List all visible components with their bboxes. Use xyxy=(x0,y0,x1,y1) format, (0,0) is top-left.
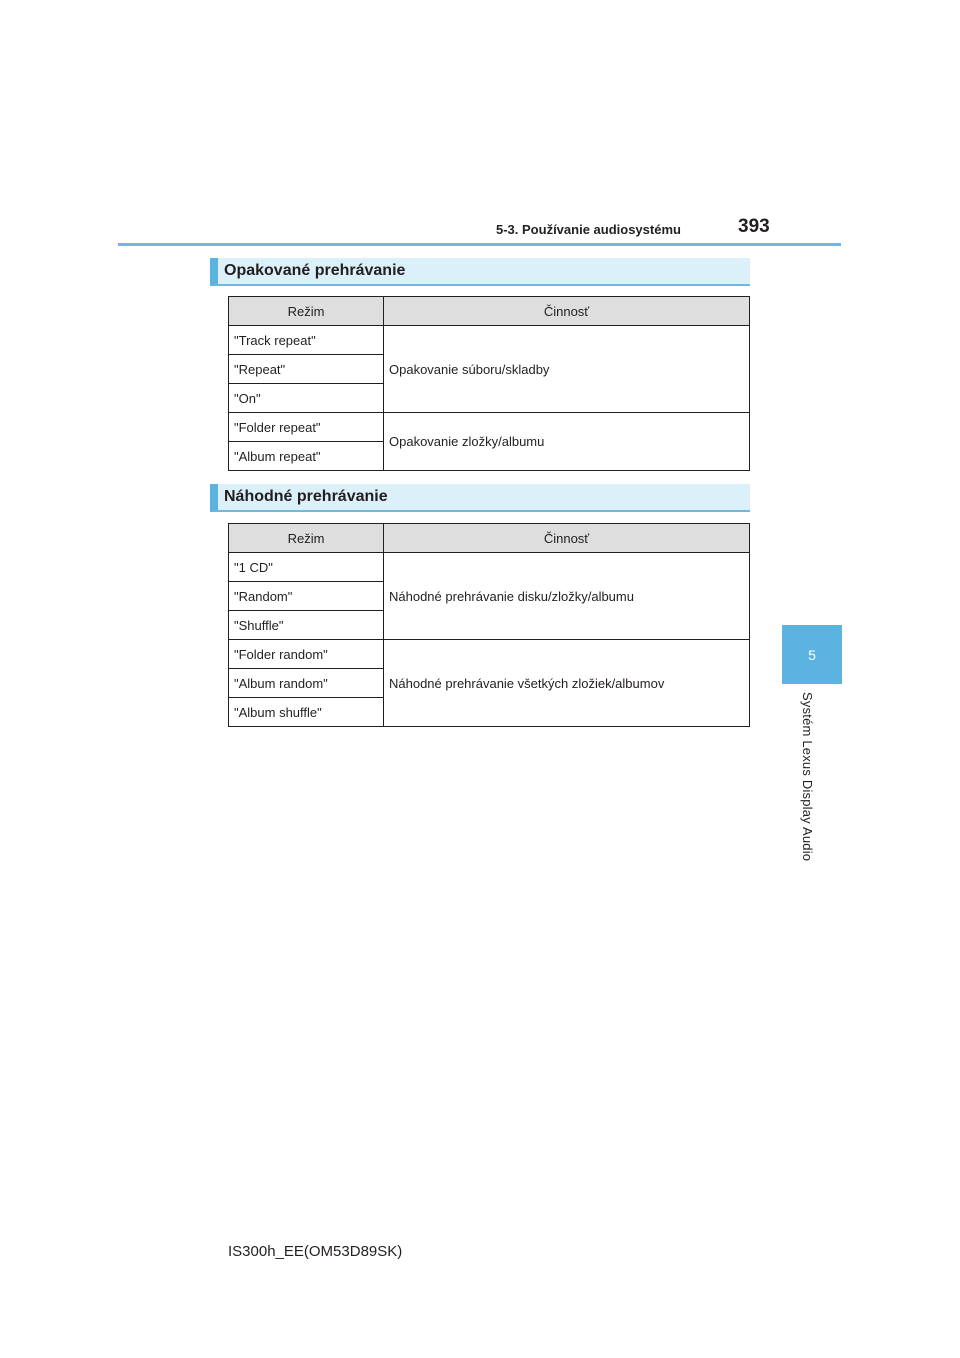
action-cell: Náhodné prehrávanie disku/zložky/albumu xyxy=(384,553,750,640)
mode-cell: "Folder repeat" xyxy=(229,413,384,442)
mode-cell: "1 CD" xyxy=(229,553,384,582)
mode-cell: "Album random" xyxy=(229,669,384,698)
column-header-action: Činnosť xyxy=(384,524,750,553)
page-number: 393 xyxy=(738,216,770,237)
section-heading-text: Opakované prehrávanie xyxy=(224,262,406,279)
mode-cell: "On" xyxy=(229,384,384,413)
action-cell: Náhodné prehrávanie všetkých zložiek/albumov xyxy=(384,640,750,727)
section-heading-text: Náhodné prehrávanie xyxy=(224,488,388,505)
table-header-row xyxy=(229,524,750,553)
action-cell: Opakovanie zložky/albumu xyxy=(384,413,750,471)
table-row xyxy=(229,640,750,669)
mode-cell: "Random" xyxy=(229,582,384,611)
column-header-mode: Režim xyxy=(229,524,384,553)
section-heading-repeat xyxy=(210,258,750,286)
mode-cell: "Album repeat" xyxy=(229,442,384,471)
mode-cell: "Track repeat" xyxy=(229,326,384,355)
chapter-number: 5 xyxy=(808,646,816,663)
table-row xyxy=(229,413,750,442)
repeat-table xyxy=(228,296,750,471)
random-table xyxy=(228,523,750,727)
table-row xyxy=(229,553,750,582)
mode-cell: "Folder random" xyxy=(229,640,384,669)
chapter-title: Systém Lexus Display Audio xyxy=(800,692,815,862)
header-divider xyxy=(118,243,841,246)
column-header-mode: Režim xyxy=(229,297,384,326)
table-header-row xyxy=(229,297,750,326)
chapter-tab xyxy=(782,625,842,684)
mode-cell: "Album shuffle" xyxy=(229,698,384,727)
mode-cell: "Repeat" xyxy=(229,355,384,384)
document-code: IS300h_EE(OM53D89SK) xyxy=(228,1243,403,1260)
section-heading-random xyxy=(210,484,750,512)
column-header-action: Činnosť xyxy=(384,297,750,326)
table-row xyxy=(229,326,750,355)
mode-cell: "Shuffle" xyxy=(229,611,384,640)
action-cell: Opakovanie súboru/skladby xyxy=(384,326,750,413)
section-title: 5-3. Používanie audiosystému xyxy=(496,222,681,237)
